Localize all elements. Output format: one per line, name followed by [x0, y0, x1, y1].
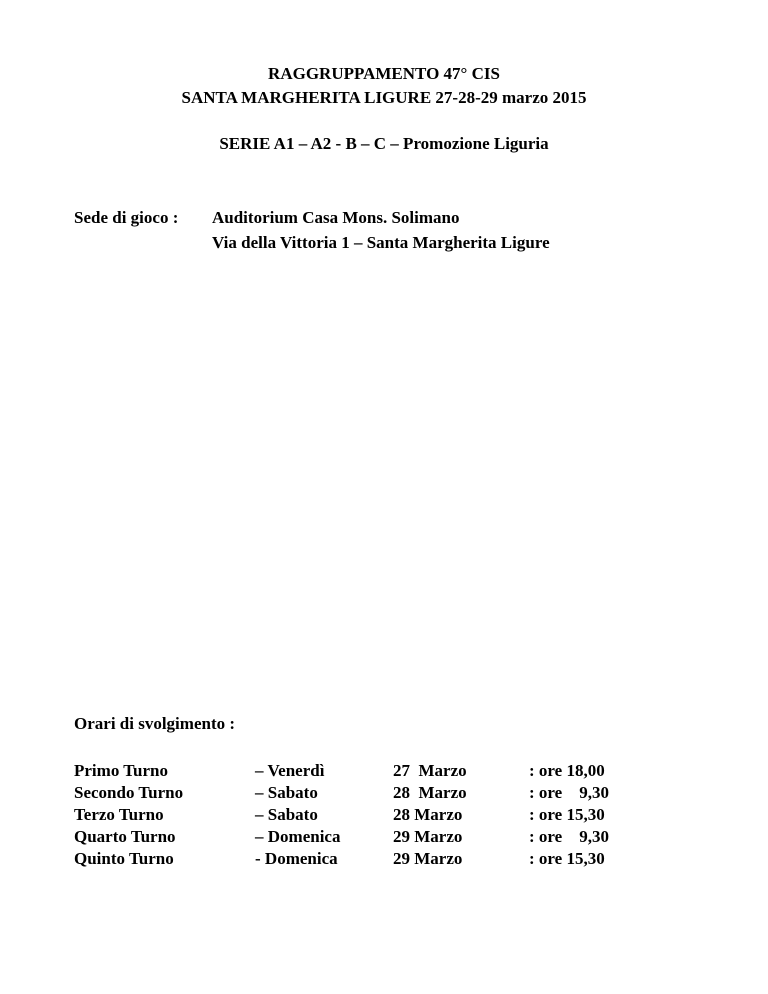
day-label: – Sabato [255, 805, 318, 824]
turn-label: Terzo Turno [74, 805, 164, 824]
turn-label: Quarto Turno [74, 827, 176, 846]
venue-address: Via della Vittoria 1 – Santa Margherita Ligure [212, 233, 550, 252]
venue-name: Auditorium Casa Mons. Solimano [212, 208, 460, 227]
day-label: - Domenica [255, 849, 338, 868]
turn-label: Quinto Turno [74, 849, 174, 868]
turn-label: Secondo Turno [74, 783, 184, 802]
time-label: : ore 18,00 [529, 761, 605, 780]
title-line-2: SANTA MARGHERITA LIGURE 27-28-29 marzo 2015 [181, 88, 587, 107]
date-label: 29 Marzo [393, 849, 463, 868]
day-label: – Domenica [255, 827, 341, 846]
date-label: 28 Marzo [393, 783, 467, 802]
date-label: 29 Marzo [393, 827, 463, 846]
series-line: SERIE A1 – A2 - B – C – Promozione Liguria [219, 134, 549, 153]
time-label: : ore 9,30 [529, 827, 609, 846]
time-label: : ore 15,30 [529, 849, 605, 868]
schedule-heading: Orari di svolgimento : [74, 714, 236, 733]
time-label: : ore 9,30 [529, 783, 609, 802]
turn-label: Primo Turno [74, 761, 168, 780]
title-line-1: RAGGRUPPAMENTO 47° CIS [268, 64, 500, 83]
date-label: 28 Marzo [393, 805, 463, 824]
day-label: – Sabato [255, 783, 318, 802]
day-label: – Venerdì [255, 761, 325, 780]
venue-label: Sede di gioco : [74, 208, 179, 227]
date-label: 27 Marzo [393, 761, 467, 780]
time-label: : ore 15,30 [529, 805, 605, 824]
